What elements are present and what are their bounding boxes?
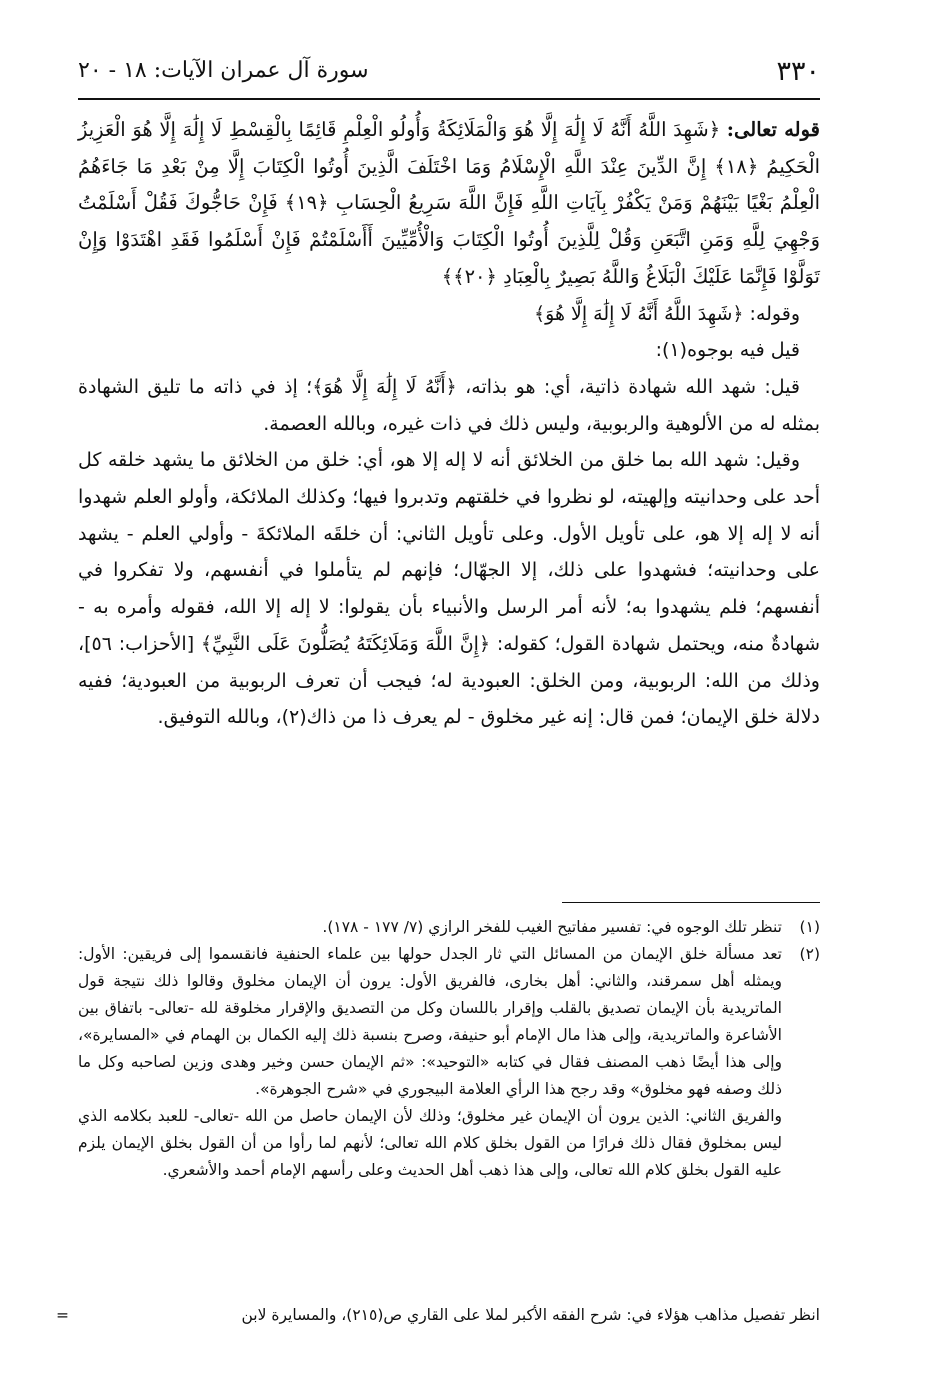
- footnote-continuation-text: انظر تفصيل مذاهب هؤلاء في: شرح الفقه الأكبر لملا على القاري ص(٢١٥)، والمسايرة لابن: [241, 1306, 820, 1324]
- footnote-number: (٢): [799, 945, 820, 963]
- main-text: [78, 112, 820, 736]
- page-header: [78, 52, 820, 96]
- footnote-paragraph: تنظر تلك الوجوه في: تفسير مفاتيح الغيب للفخر الرازي (٧/ ١٧٧ - ١٧٨).: [322, 918, 782, 936]
- intro-line: قيل فيه بوجوه(١):: [655, 339, 800, 362]
- footnote-continuation: [56, 1302, 820, 1329]
- footnotes: [78, 914, 820, 1184]
- footnote-item: [78, 941, 820, 1184]
- commentary-paragraph-1: قيل: شهد الله شهادة ذاتية، أي: هو بذاته، ﴿أَنَّهُ لَا إِلَٰهَ إِلَّا هُوَ﴾؛ إذ في ذاته ما تليق الشهادة بمثله له من الألوهية والربوبية، وليس ذلك في ذات غيره، وبالله العصمة.: [78, 375, 820, 435]
- footnote-body: [78, 914, 782, 941]
- running-title: سورة آل عمران الآيات: ١٨ - ٢٠: [78, 58, 369, 83]
- footnote-item: [78, 914, 820, 941]
- page-number: ٣٣٠: [776, 56, 820, 87]
- footnote-divider: [562, 902, 820, 903]
- verse-text: ﴿شَهِدَ اللَّهُ أَنَّهُ لَا إِلَٰهَ إِلَّا هُوَ وَالْمَلَائِكَةُ وَأُولُو الْعِلْمِ قَائِمًا بِالْقِسْطِ لَا إِلَٰهَ إِلَّا هُوَ الْعَزِيزُ الْحَكِيمُ ﴿١٨﴾ إِنَّ الدِّينَ عِنْدَ اللَّهِ الْإِسْلَامُ وَمَا اخْتَلَفَ الَّذِينَ أُوتُوا الْكِتَابَ إِلَّا مِنْ بَعْدِ مَا جَاءَهُمُ الْعِلْمُ بَغْيًا بَيْنَهُمْ وَمَنْ يَكْفُرْ بِآيَاتِ اللَّهِ فَإِنَّ اللَّهَ سَرِيعُ الْحِسَابِ ﴿١٩﴾ فَإِنْ حَاجُّوكَ فَقُلْ أَسْلَمْتُ وَجْهِيَ لِلَّهِ وَمَنِ اتَّبَعَنِ وَقُلْ لِلَّذِينَ أُوتُوا الْكِتَابَ وَالْأُمِّيِّينَ أَأَسْلَمْتُمْ فَإِنْ أَسْلَمُوا فَقَدِ اهْتَدَوْا وَإِنْ تَوَلَّوْا فَإِنَّمَا عَلَيْكَ الْبَلَاغُ وَاللَّهُ بَصِيرٌ بِالْعِبَادِ ﴿٢٠﴾﴾: [78, 118, 821, 288]
- footnote-paragraph: تعد مسألة خلق الإيمان من المسائل التي ثار الجدل حولها بين علماء الحنفية فانقسموا إلى فريقين: الأول: ويمثله أهل سمرقند، والثاني: أهل بخارى، فالفريق الأول: يرون أن الإيمان مخلوق وقالوا ذلك نتيجة قول الماتريدية بأن الإيمان تصديق بالقلب وإقرار باللسان وكل من التصديق والإقرار مخلوقة لله -تعالى- باتفاق بين الأشاعرة والماتريدية، وإلى هذا مال الإمام أبو حنيفة، وصرح بنسبة ذلك إليه الكمال بن الهمام في «المسايرة»، وإلى هذا أيضًا ذهب المصنف فقال في كتابه «التوحيد»: «ثم الإيمان حسن وخير وهدى وزين لصاحبه وكل ما ذلك وصفه فهو مخلوق» وقد رجح هذا الرأي العلامة البيجوري في «شرح الجوهرة».: [78, 945, 782, 1098]
- header-divider: [78, 98, 820, 100]
- verse-label: قوله تعالى:: [726, 118, 820, 141]
- quote-line: وقوله: ﴿شَهِدَ اللَّهُ أَنَّهُ لَا إِلَٰهَ إِلَّا هُوَ﴾: [534, 302, 800, 325]
- quran-verses: [78, 112, 820, 296]
- commentary-paragraph-2: وقيل: شهد الله بما خلق من الخلائق أنه لا إله إلا هو، أي: خلق من الخلائق ما يشهد خلقه كل أحد على وحدانيته وإلهيته، لو نظروا في خلقتهم وتدبروا فيها؛ وكذلك الملائكة، وأولو العلم شهدوا أنه لا إله إلا هو، على تأويل الأول. وعلى تأويل الثاني: أن خلقَه الملائكةَ - وأولي العلم - يشهد على وحدانيته؛ فشهدوا على ذلك، إلا الجهّال؛ فإنهم لم يتأملوا في أنفسهم، ولا تفكروا في أنفسهم؛ فلم يشهدوا به؛ لأنه أمر الرسل والأنبياء بأن يقولوا: لا إله إلا الله، فقوله وأمره به - شهادةٌ منه، ويحتمل شهادة القول؛ كقوله: ﴿إِنَّ اللَّهَ وَمَلَائِكَتَهُ يُصَلُّونَ عَلَى النَّبِيِّ﴾ [الأحزاب: ٥٦]، وذلك من الله: الربوبية، ومن الخلق: العبودية له؛ فيجب أن تعرف الربوبية من العبودية؛ ففيه دلالة خلق الإيمان؛ فمن قال: إنه غير مخلوق - لم يعرف ذا من ذاك(٢)، وبالله التوفيق.: [78, 449, 820, 729]
- footnote-body: [78, 941, 782, 1184]
- footnote-number: (١): [799, 918, 820, 936]
- continuation-marker: =: [56, 1306, 69, 1324]
- footnote-paragraph: والفريق الثاني: الذين يرون أن الإيمان غير مخلوق؛ وذلك لأن الإيمان حاصل من الله -تعالى- للعبد بكلامه الذي ليس بمخلوق فقال ذلك فرارًا من القول بخلق كلام الله تعالى؛ لأنهم لما رأوا من أن القول بخلق الإيمان يلزم عليه القول بخلق كلام الله تعالى، وإلى هذا ذهب أهل الحديث وعلى رأسهم الإمام أحمد والأشعري.: [78, 1107, 782, 1179]
